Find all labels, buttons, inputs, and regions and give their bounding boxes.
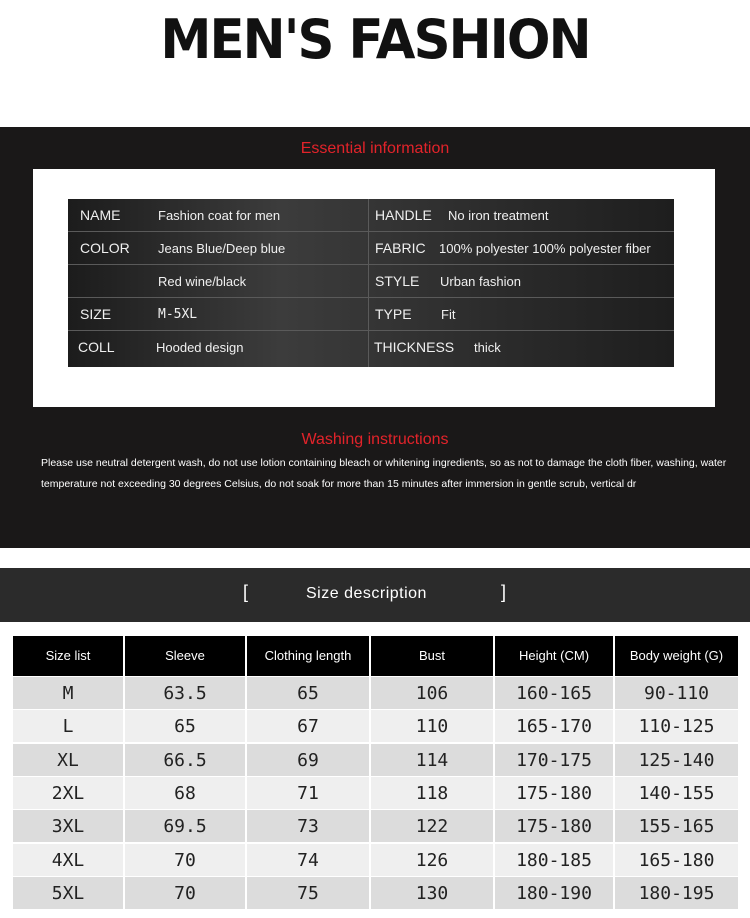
table-row — [13, 710, 738, 743]
info-key: SIZE — [80, 306, 112, 322]
info-value: Fit — [441, 307, 456, 322]
cell-height: 180-190 — [495, 877, 613, 909]
info-key: TYPE — [375, 306, 412, 322]
cell-height: 175-180 — [495, 777, 613, 809]
info-row-name — [68, 199, 674, 232]
cell-height: 175-180 — [495, 810, 613, 842]
cell-clothing-length: 69 — [247, 744, 369, 776]
info-panel — [0, 127, 750, 548]
table-row — [13, 744, 738, 777]
info-table — [68, 199, 674, 367]
cell-height: 165-170 — [495, 710, 613, 742]
cell-body-weight: 125-140 — [615, 744, 738, 776]
cell-bust: 122 — [371, 810, 493, 842]
header-size-list: Size list — [13, 636, 123, 676]
cell-height: 180-185 — [495, 844, 613, 876]
cell-height: 170-175 — [495, 744, 613, 776]
header-sleeve: Sleeve — [125, 636, 245, 676]
cell-body-weight: 140-155 — [615, 777, 738, 809]
cell-sleeve: 70 — [125, 877, 245, 909]
cell-bust: 110 — [371, 710, 493, 742]
cell-clothing-length: 65 — [247, 677, 369, 709]
info-row-color — [68, 232, 674, 265]
info-value: M-5XL — [158, 307, 198, 322]
left-bracket: [ — [243, 582, 249, 602]
info-key: FABRIC — [375, 240, 426, 256]
cell-sleeve: 70 — [125, 844, 245, 876]
cell-sleeve: 69.5 — [125, 810, 245, 842]
cell-bust: 106 — [371, 677, 493, 709]
cell-height: 160-165 — [495, 677, 613, 709]
cell-body-weight: 180-195 — [615, 877, 738, 909]
cell-size: 5XL — [13, 877, 123, 909]
info-value: No iron treatment — [448, 208, 549, 223]
header-body-weight: Body weight (G) — [615, 636, 738, 676]
info-value: Hooded design — [156, 340, 244, 355]
cell-bust: 126 — [371, 844, 493, 876]
header-clothing-length: Clothing length — [247, 636, 369, 676]
info-box — [33, 169, 715, 407]
header-height: Height (CM) — [495, 636, 613, 676]
cell-sleeve: 63.5 — [125, 677, 245, 709]
size-description-label: Size description — [306, 585, 427, 602]
cell-bust: 130 — [371, 877, 493, 909]
cell-size: 2XL — [13, 777, 123, 809]
info-value: thick — [474, 340, 501, 355]
table-row — [13, 777, 738, 810]
table-row — [13, 877, 738, 910]
info-key: COLOR — [80, 240, 130, 256]
page-title: MEN'S FASHION — [160, 8, 590, 71]
table-row — [13, 844, 738, 877]
cell-body-weight: 165-180 — [615, 844, 738, 876]
cell-sleeve: 68 — [125, 777, 245, 809]
info-key: THICKNESS — [374, 339, 455, 355]
size-table-header — [13, 636, 738, 676]
info-key: COLL — [78, 339, 115, 355]
cell-size: 3XL — [13, 810, 123, 842]
info-row-size — [68, 298, 674, 331]
info-value: Urban fashion — [440, 274, 521, 289]
right-bracket: ] — [501, 582, 507, 602]
table-row — [13, 677, 738, 710]
cell-bust: 118 — [371, 777, 493, 809]
info-key: STYLE — [375, 273, 420, 289]
cell-size: L — [13, 710, 123, 742]
info-value: 100% polyester 100% polyester fiber — [439, 241, 651, 256]
info-row-color-extra — [68, 265, 674, 298]
cell-size: M — [13, 677, 123, 709]
size-description-bar — [0, 568, 750, 622]
cell-sleeve: 66.5 — [125, 744, 245, 776]
info-value: Jeans Blue/Deep blue — [158, 241, 286, 256]
cell-bust: 114 — [371, 744, 493, 776]
info-key: NAME — [80, 207, 121, 223]
cell-size: 4XL — [13, 844, 123, 876]
washing-text: Please use neutral detergent wash, do not use lotion containing bleach or whitening ingredients, so as not to damage the cloth fiber, washing, water temperature not exceeding 30 degrees Celsius, do not soak for more than 15 minutes after immersion in gentle scrub, vertical dr — [41, 457, 727, 490]
cell-clothing-length: 73 — [247, 810, 369, 842]
washing-heading: Washing instructions — [301, 431, 449, 448]
info-value: Fashion coat for men — [158, 208, 281, 223]
table-row — [13, 810, 738, 843]
cell-body-weight: 90-110 — [615, 677, 738, 709]
info-value: Red wine/black — [158, 274, 247, 289]
essential-info-heading: Essential information — [300, 140, 450, 157]
cell-body-weight: 155-165 — [615, 810, 738, 842]
info-key: HANDLE — [375, 207, 432, 223]
cell-clothing-length: 74 — [247, 844, 369, 876]
cell-size: XL — [13, 744, 123, 776]
cell-clothing-length: 75 — [247, 877, 369, 909]
header-bust: Bust — [371, 636, 493, 676]
cell-body-weight: 110-125 — [615, 710, 738, 742]
cell-sleeve: 65 — [125, 710, 245, 742]
cell-clothing-length: 67 — [247, 710, 369, 742]
info-row-coll — [68, 331, 674, 364]
cell-clothing-length: 71 — [247, 777, 369, 809]
